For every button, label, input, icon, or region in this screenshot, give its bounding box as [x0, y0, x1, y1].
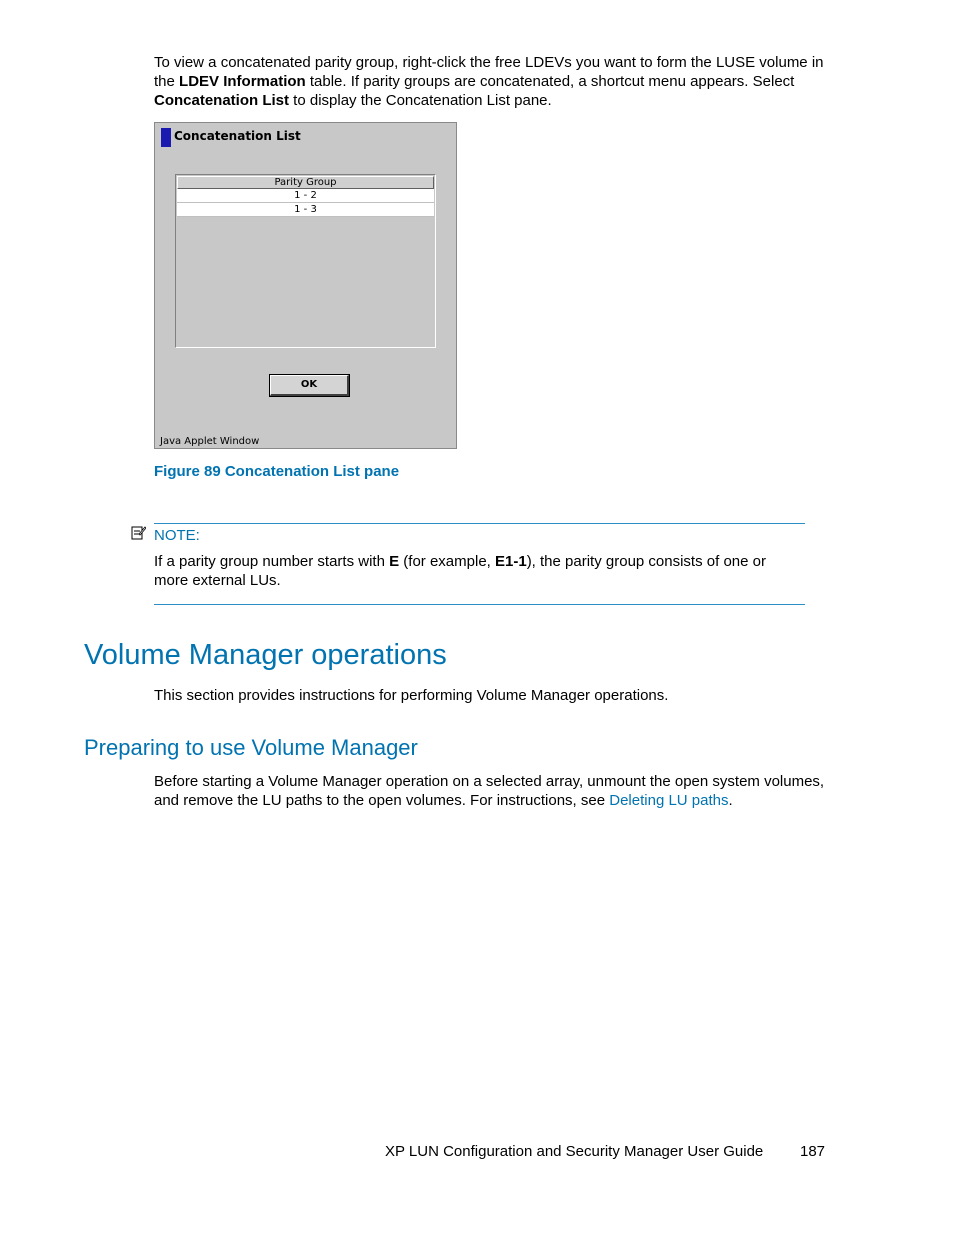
dialog-title: Concatenation List [174, 129, 301, 143]
intro-text-3: to display the Concatenation List pane. [289, 92, 552, 109]
subsection-body [154, 772, 844, 810]
note-text-1: If a parity group number starts with [154, 553, 390, 570]
note-bottom-rule [154, 604, 805, 605]
column-header-parity-group[interactable]: Parity Group [177, 176, 434, 189]
note-text-2: (for example, [399, 553, 495, 570]
note-bold-e: E [389, 553, 400, 570]
note-top-rule [154, 523, 805, 524]
intro-bold-concatenation-list: Concatenation List [154, 92, 290, 109]
list-item[interactable]: 1 - 2 [177, 189, 434, 203]
subsection-text-1: Before starting a Volume Manager operation on a selected array, unmount the open system volumes, and remove the LU paths to the open volumes. For instructions, see [154, 773, 825, 809]
intro-paragraph [154, 53, 834, 110]
ok-button[interactable]: OK [270, 375, 349, 396]
note-pencil-icon [131, 525, 146, 540]
list-item[interactable]: 1 - 3 [177, 203, 434, 217]
note-bold-e1-1: E1-1 [495, 553, 527, 570]
figure-caption: Figure 89 Concatenation List pane [154, 463, 400, 480]
deleting-lu-paths-link[interactable]: Deleting LU paths [609, 792, 729, 809]
applet-window-label: Java Applet Window [160, 436, 260, 447]
concatenation-list-dialog [154, 122, 457, 449]
section-heading: Volume Manager operations [84, 639, 447, 671]
page-number: 187 [800, 1143, 826, 1160]
intro-bold-ldev-information: LDEV Information [179, 73, 306, 90]
section-body: This section provides instructions for performing Volume Manager operations. [154, 687, 669, 704]
parity-group-list[interactable] [175, 174, 436, 348]
note-text-3: ), the parity group consists of one or more external LUs. [154, 553, 766, 589]
note-label: NOTE: [154, 527, 200, 544]
intro-text-1: To view a concatenated parity group, right-click the free LDEVs you want to form the LUSE volume in the [154, 54, 824, 90]
footer-title: XP LUN Configuration and Security Manager User Guide [385, 1143, 764, 1160]
note-text [154, 552, 804, 590]
title-marker [161, 128, 171, 147]
subsection-text-2: . [728, 792, 733, 809]
intro-text-2: table. If parity groups are concatenated, a shortcut menu appears. Select [305, 73, 795, 90]
subsection-heading: Preparing to use Volume Manager [84, 735, 418, 760]
